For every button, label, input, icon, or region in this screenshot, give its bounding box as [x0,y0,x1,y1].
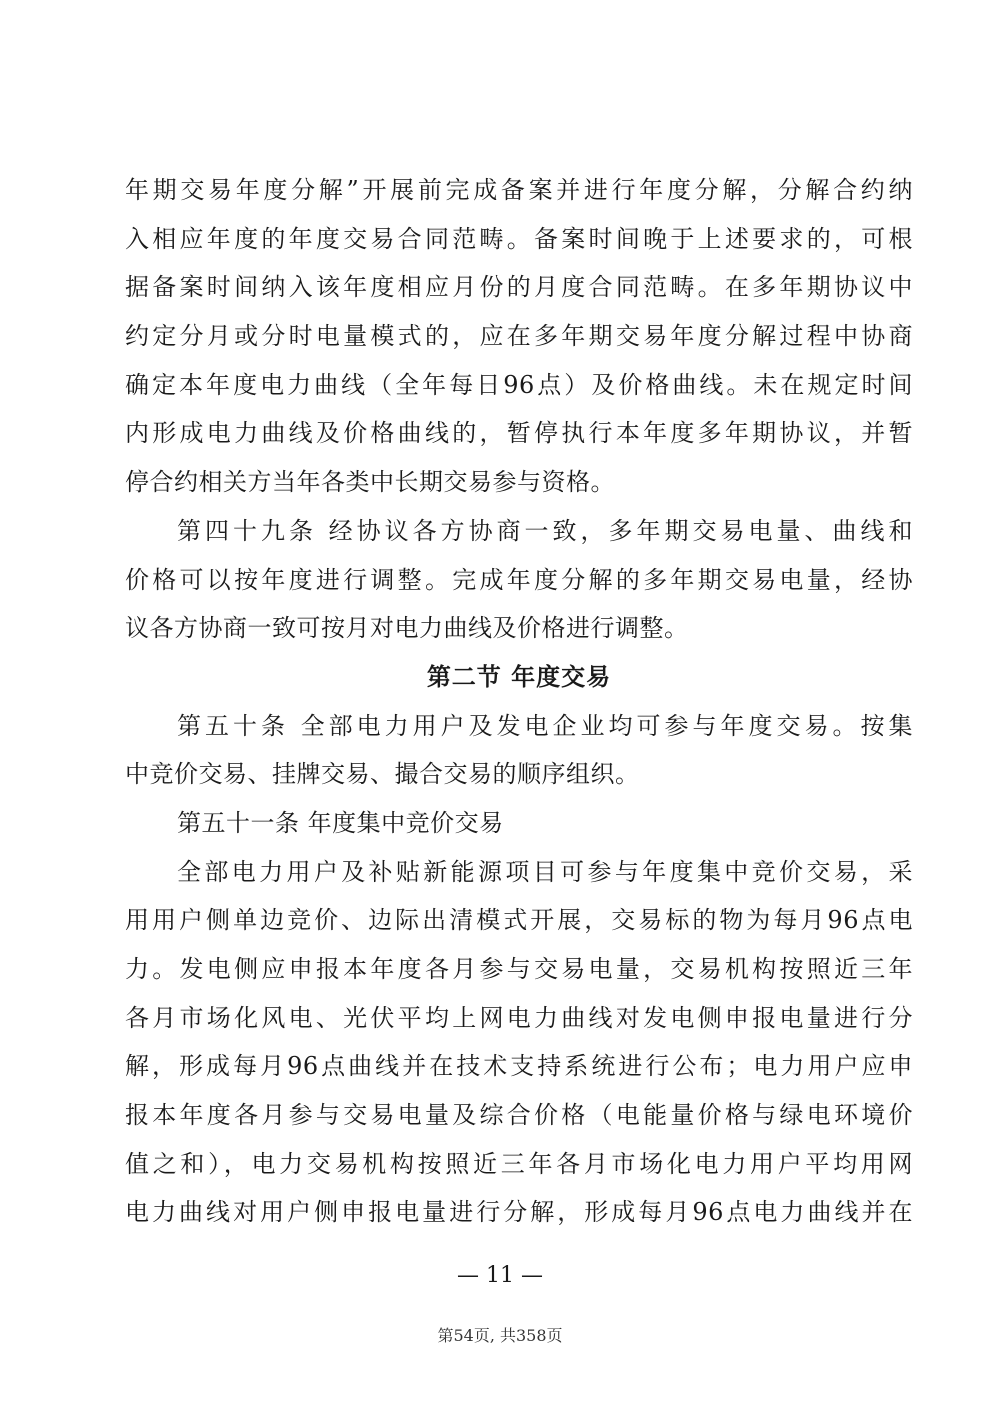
text-line: 第四十九条 经协议各方协商一致，多年期交易电量、曲线和 [177,516,913,545]
text-line: 停合约相关方当年各类中长期交易参与资格。 [125,468,615,497]
text-line: 解，形成每月96点曲线并在技术支持系统进行公布；电力用户应申 [125,1052,913,1081]
text-line: 用用户侧单边竞价、边际出清模式开展，交易标的物为每月96点电 [125,906,913,935]
text-line: 值之和），电力交易机构按照近三年各月市场化电力用户平均用网 [125,1149,913,1178]
text-line: 议各方协商一致可按月对电力曲线及价格进行调整。 [125,614,689,643]
article-49 [125,507,913,653]
section-heading: 第二节 年度交易 [426,661,612,691]
text-line: 确定本年度电力曲线（全年每日96点）及价格曲线。未在规定时间 [125,370,913,399]
text-line: 报本年度各月参与交易电量及综合价格（电能量价格与绿电环境价 [125,1101,913,1130]
text-line: 力。发电侧应申报本年度各月参与交易电量，交易机构按照近三年 [125,955,913,983]
text-line: 第五十条 全部电力用户及发电企业均可参与年度交易。按集 [177,711,913,740]
text-line: 内形成电力曲线及价格曲线的，暂停执行本年度多年期协议，并暂 [125,419,913,448]
article-51 [125,848,913,1238]
text-line: 价格可以按年度进行调整。完成年度分解的多年期交易电量，经协 [125,565,913,594]
article-51-title: 第五十一条 年度集中竞价交易 [177,808,504,837]
text-line: 入相应年度的年度交易合同范畴。备案时间晚于上述要求的，可根 [125,224,913,253]
text-line: 中竞价交易、挂牌交易、撮合交易的顺序组织。 [125,760,640,789]
text-line: 各月市场化风电、光伏平均上网电力曲线对发电侧申报电量进行分 [125,1003,913,1032]
page-number: — 11 — [457,1263,543,1288]
text-line: 据备案时间纳入该年度相应月份的月度合同范畴。在多年期协议中 [125,273,913,302]
document-body [125,166,913,1237]
text-line: 全部电力用户及补贴新能源项目可参与年度集中竞价交易，采 [177,857,913,886]
paragraph-continuation [125,166,913,507]
page-footer: 第54页, 共358页 [437,1326,563,1345]
text-line: 约定分月或分时电量模式的，应在多年期交易年度分解过程中协商 [125,322,913,351]
text-line: 年期交易年度分解”开展前完成备案并进行年度分解，分解合约纳 [125,176,913,204]
article-50 [125,702,913,799]
text-line: 电力曲线对用户侧申报电量进行分解，形成每月96点电力曲线并在 [125,1198,913,1227]
